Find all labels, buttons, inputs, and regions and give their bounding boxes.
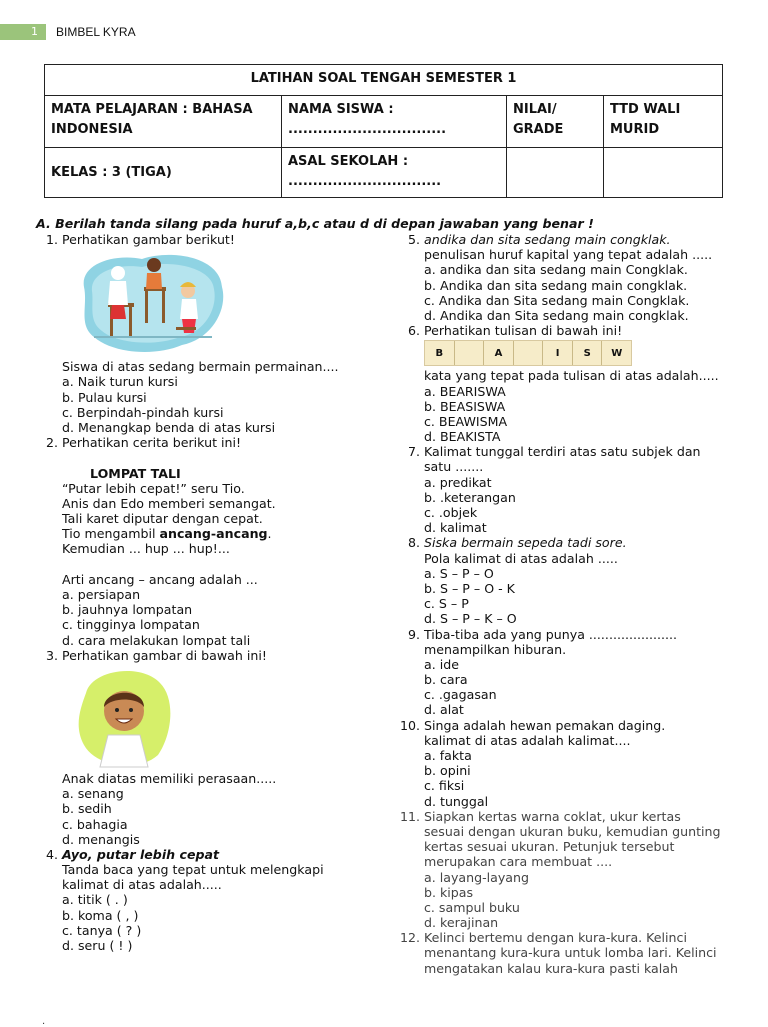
letter-cell: S <box>573 341 603 365</box>
student-name-cell[interactable] <box>282 96 507 148</box>
answer-option[interactable]: d. cara melakukan lompat tali <box>62 632 251 648</box>
answer-option[interactable]: c. bahagia <box>62 816 128 832</box>
school-cell[interactable] <box>282 148 507 198</box>
answer-option[interactable]: c. tingginya lompatan <box>62 617 200 633</box>
answer-option[interactable]: a. persiapan <box>62 587 141 602</box>
answer-option[interactable]: a. senang <box>62 786 124 802</box>
question-text: Perhatikan gambar di bawah ini! <box>62 647 267 663</box>
answer-option[interactable]: b. cara <box>424 672 468 688</box>
story-emphasis: ancang-ancang <box>159 526 268 542</box>
answer-option[interactable]: d. S – P – K – O <box>424 611 517 627</box>
story-line: “Putar lebih cepat!” seru Tio. <box>62 480 245 496</box>
answer-option[interactable]: b. .keterangan <box>424 489 516 505</box>
question-11: 11. Siapkan kertas warna coklat, ukur kertas <box>399 808 681 824</box>
answer-option[interactable]: a. fakta <box>424 748 472 763</box>
answer-option[interactable]: b. S – P – O - K <box>424 580 515 596</box>
header-label: BIMBEL KYRA <box>56 25 136 39</box>
student-name-field[interactable]: ................................ <box>288 122 447 137</box>
answer-option[interactable]: c. fiksi <box>424 778 465 794</box>
question-3-prompt: Anak diatas memiliki perasaan..... <box>62 770 277 786</box>
answer-option[interactable]: a. ide <box>424 656 459 672</box>
answer-option[interactable]: b. Andika dan sita sedang main congklak. <box>424 277 688 293</box>
signature-line2: MURID <box>610 122 660 137</box>
guardian-signature-cell[interactable] <box>604 96 723 148</box>
story-line: Kemudian ... hup ... hup!... <box>62 541 230 557</box>
answer-option[interactable]: c. .objek <box>424 505 478 520</box>
answer-option[interactable]: c. .gagasan <box>424 687 497 703</box>
question-line: menantang kura-kura untuk lomba lari. Kelinci <box>424 945 717 961</box>
answer-option[interactable]: d. BEAKISTA <box>424 429 501 445</box>
question-line: menampilkan hiburan. <box>424 641 567 657</box>
answer-option[interactable]: d. alat <box>424 702 464 718</box>
answer-option[interactable]: c. S – P <box>424 596 469 612</box>
subject-line2: INDONESIA <box>51 122 133 137</box>
answer-option[interactable]: c. Andika dan Sita sedang main Congklak. <box>424 292 690 308</box>
question-line: Tanda baca yang tepat untuk melengkapi <box>62 862 324 878</box>
question-line: kata yang tepat pada tulisan di atas adalah..... <box>424 368 719 384</box>
answer-option[interactable]: d. tunggal <box>424 793 489 809</box>
answer-option[interactable]: d. kerajinan <box>424 915 499 931</box>
question-text: Perhatikan cerita berikut ini! <box>62 435 242 451</box>
question-line: penulisan huruf kapital yang tepat adalah ..... <box>424 247 713 263</box>
question-12: 12. Kelinci bertemu dengan kura-kura. Kelinci <box>399 930 687 946</box>
signature-line1: TTD WALI <box>610 102 681 117</box>
story-line: Anis dan Edo memberi semangat. <box>62 495 276 511</box>
subject-cell <box>45 96 282 148</box>
answer-option[interactable]: b. kipas <box>424 884 474 900</box>
question-text: Kalimat tunggal terdiri atas satu subjek dan <box>424 444 701 460</box>
answer-option[interactable]: d. seru ( ! ) <box>62 938 133 953</box>
question-text: Ayo, putar lebih cepat <box>62 846 220 862</box>
school-label: ASAL SEKOLAH : <box>288 154 409 169</box>
answer-option[interactable]: a. andika dan sita sedang main Congklak. <box>424 262 688 278</box>
question-2: 2. Perhatikan cerita berikut ini! <box>45 435 242 451</box>
answer-option[interactable]: c. sampul buku <box>424 899 520 915</box>
answer-option[interactable]: a. BEARISWA <box>424 383 506 399</box>
page-number: 1 <box>0 24 46 40</box>
answer-option[interactable]: b. Pulau kursi <box>62 389 147 405</box>
story-line: Tio mengambil ancang-ancang. <box>62 526 272 542</box>
subject-line1: MATA PELAJARAN : BAHASA <box>51 102 253 117</box>
section-instruction: A. Berilah tanda silang pada huruf a,b,c atau d di depan jawaban yang benar ! <box>36 216 594 231</box>
identity-table <box>44 64 723 198</box>
class-cell <box>45 148 282 198</box>
answer-option[interactable]: d. Andika dan Sita sedang main congklak. <box>424 307 689 323</box>
question-line: kalimat di atas adalah kalimat.... <box>424 732 631 748</box>
answer-option[interactable]: c. tanya ( ? ) <box>62 922 142 938</box>
school-field[interactable]: ............................... <box>288 174 442 189</box>
answer-option[interactable]: d. kalimat <box>424 520 487 536</box>
answer-option[interactable]: a. Naik turun kursi <box>62 374 178 390</box>
answer-option[interactable]: b. opini <box>424 763 471 779</box>
question-1: 1. Perhatikan gambar berikut! <box>45 232 235 247</box>
question-2-prompt: Arti ancang – ancang adalah ... <box>62 571 258 587</box>
letter-cell: B <box>425 341 455 365</box>
page-header <box>0 24 300 40</box>
answer-option[interactable]: c. BEAWISMA <box>424 413 508 429</box>
question-text: Tiba-tiba ada yang punya ...................... <box>424 626 677 642</box>
grade-line1: NILAI/ <box>513 102 557 117</box>
empty-cell-grade[interactable] <box>507 148 604 198</box>
answer-option[interactable]: b. BEASISWA <box>424 398 506 414</box>
letter-cell: I <box>543 341 573 365</box>
right-column <box>398 232 728 976</box>
scrambled-letters-box <box>424 340 632 366</box>
answer-option[interactable]: d. menangis <box>62 831 140 847</box>
question-text: andika dan sita sedang main congklak. <box>424 232 671 247</box>
question-line: satu ....... <box>424 459 484 475</box>
question-text: Siska bermain sepeda tadi sore. <box>424 535 627 551</box>
question-5: 5. andika dan sita sedang main congklak. <box>407 232 671 247</box>
answer-option[interactable]: a. predikat <box>424 474 492 490</box>
happy-boy-illustration <box>72 663 176 771</box>
answer-option[interactable]: a. titik ( . ) <box>62 892 128 908</box>
letter-cell <box>455 341 485 365</box>
question-line: sesuai dengan ukuran buku, kemudian gunting <box>424 823 721 839</box>
question-1-prompt: Siswa di atas sedang bermain permainan.... <box>62 359 339 375</box>
question-text: Perhatikan tulisan di bawah ini! <box>424 323 623 339</box>
children-chairs-illustration <box>72 247 230 359</box>
story-line: Tali karet diputar dengan cepat. <box>62 511 263 527</box>
grade-line2: GRADE <box>513 122 564 137</box>
question-line: kalimat di atas adalah..... <box>62 877 222 893</box>
left-column <box>36 232 376 953</box>
question-4: 4. Ayo, putar lebih cepat <box>45 846 220 862</box>
answer-option[interactable]: b. sedih <box>62 801 112 817</box>
question-text: Kelinci bertemu dengan kura-kura. Kelinci <box>424 930 687 946</box>
question-text: Perhatikan gambar berikut! <box>62 232 235 247</box>
question-line: mengatakan kalau kura-kura pasti kalah <box>424 960 678 976</box>
question-text: Singa adalah hewan pemakan daging. <box>424 717 666 733</box>
footer-mark: . <box>42 1016 46 1027</box>
question-3: 3. Perhatikan gambar di bawah ini! <box>45 647 267 663</box>
empty-cell-signature[interactable] <box>604 148 723 198</box>
answer-option[interactable]: c. Berpindah-pindah kursi <box>62 404 224 420</box>
question-10: 10. Singa adalah hewan pemakan daging. <box>399 717 666 733</box>
letter-cell <box>514 341 544 365</box>
question-line: kertas sesuai ukuran. Petunjuk tersebut <box>424 839 675 855</box>
question-6: 6. Perhatikan tulisan di bawah ini! <box>407 323 623 339</box>
student-name-label: NAMA SISWA : <box>288 102 394 117</box>
answer-option[interactable]: a. layang-layang <box>424 869 529 885</box>
question-line: merupakan cara membuat .... <box>424 854 613 870</box>
answer-option[interactable]: b. koma ( , ) <box>62 907 139 923</box>
class-label: KELAS : 3 (TIGA) <box>51 164 172 180</box>
letter-cell: A <box>484 341 514 365</box>
question-text: Siapkan kertas warna coklat, ukur kertas <box>424 808 681 824</box>
letter-cell: W <box>611 347 623 359</box>
grade-cell[interactable] <box>507 96 604 148</box>
answer-option[interactable]: b. jauhnya lompatan <box>62 602 193 618</box>
question-9: 9. Tiba-tiba ada yang punya ...................... <box>407 626 677 642</box>
question-8: 8. Siska bermain sepeda tadi sore. <box>407 535 627 551</box>
story-title: LOMPAT TALI <box>90 465 181 481</box>
question-line: Pola kalimat di atas adalah ..... <box>424 550 618 566</box>
answer-option[interactable]: d. Menangkap benda di atas kursi <box>62 419 276 435</box>
exam-title: LATIHAN SOAL TENGAH SEMESTER 1 <box>45 65 723 96</box>
question-7: 7. Kalimat tunggal terdiri atas satu subjek dan <box>407 444 701 460</box>
answer-option[interactable]: a. S – P – O <box>424 565 494 581</box>
